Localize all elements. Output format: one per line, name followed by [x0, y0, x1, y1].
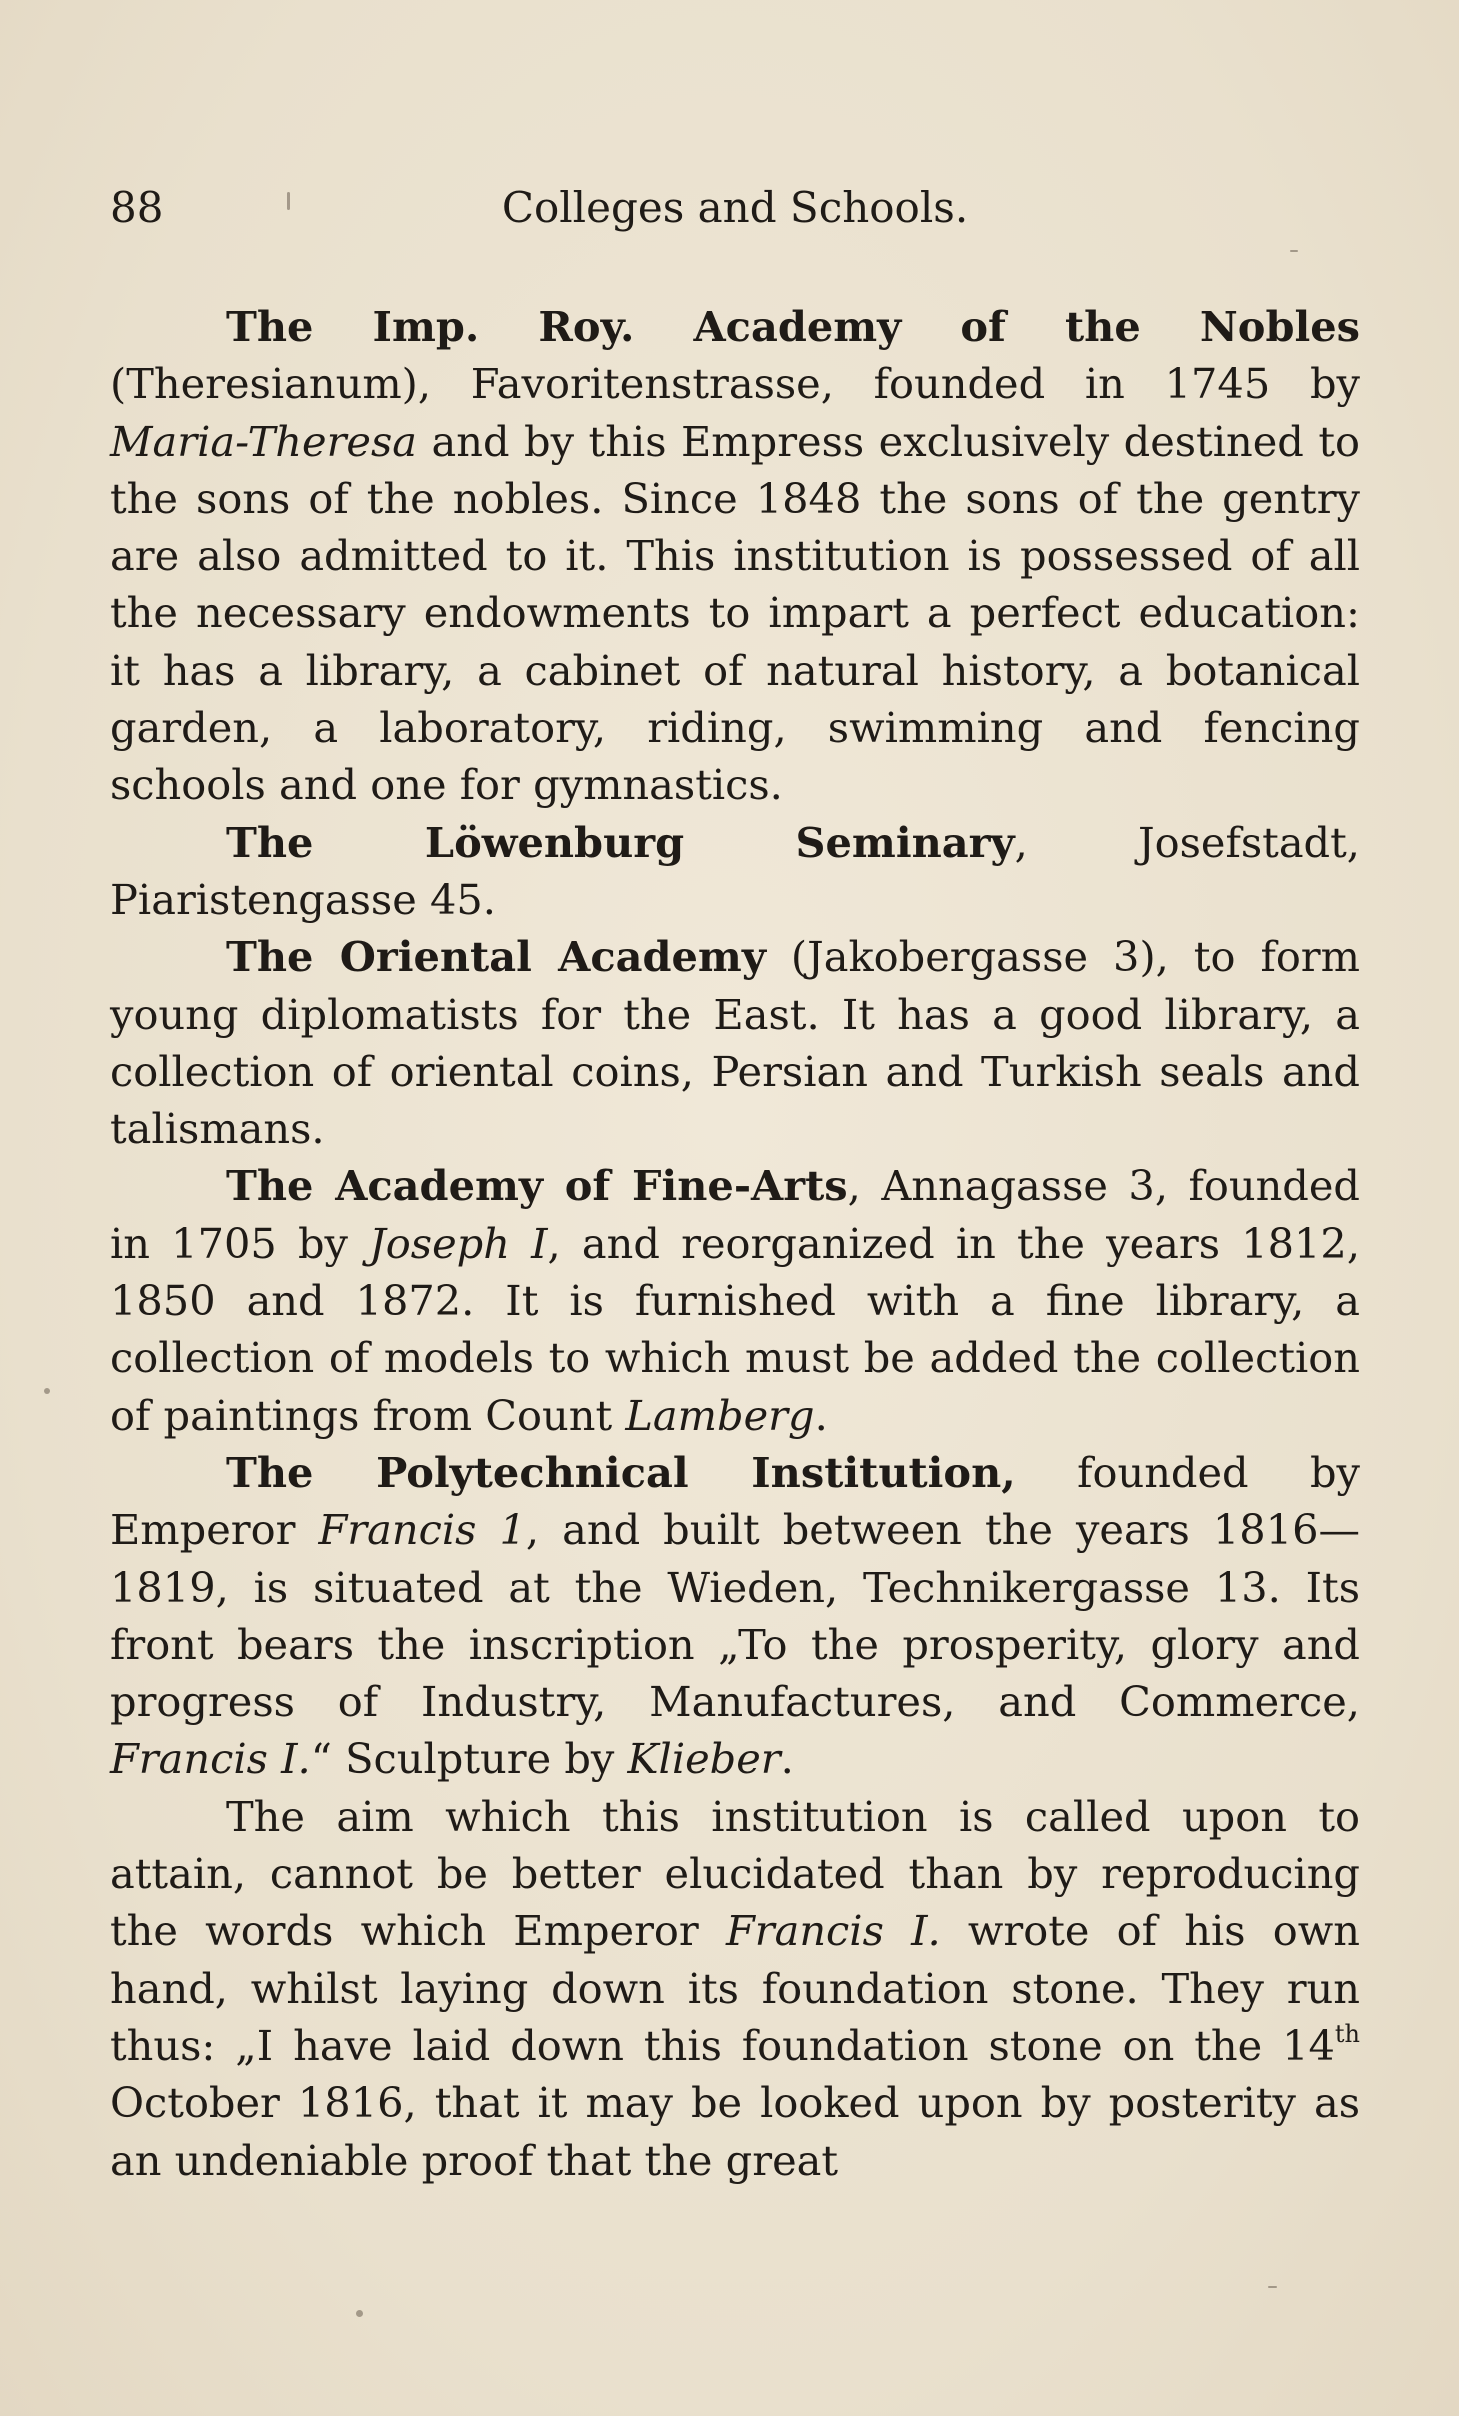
entry-title: The Löwenburg Seminary — [226, 817, 1015, 867]
entry-text: , Josefstadt, Piaristengasse 45. — [110, 817, 1360, 924]
entry-text: . — [780, 1734, 794, 1784]
entry-text: , and built between the years 1816—1819, is situated at the Wieden, Technikergasse 13. Its front bears the inscription „To the prosperity, glory and progress of Industry, Manufactures, and Commerce, — [110, 1505, 1361, 1727]
entry-lowenburg-seminary — [110, 814, 1360, 929]
running-head — [110, 178, 1360, 238]
entry-person-name: Klieber — [627, 1734, 781, 1784]
paper-speck — [287, 192, 290, 210]
entry-polytechnical-institution — [110, 1444, 1360, 1788]
paper-speck — [1268, 2286, 1277, 2288]
ordinal-superscript: th — [1334, 2019, 1360, 2048]
paper-speck — [44, 1388, 50, 1394]
entry-title: The Polytechnical Institution, — [226, 1447, 1016, 1497]
person-name: Francis I. — [725, 1906, 941, 1956]
page-number: 88 — [110, 183, 164, 232]
body-text — [110, 298, 1360, 2189]
entry-title: The Academy of Fine-Arts — [226, 1161, 848, 1211]
entry-text: , and reorganized in the years 1812, 1850 and 1872. It is furnished with a fine library, a collection of models to which must be added the collection of paintings from Count — [110, 1218, 1361, 1440]
paper-speck — [1290, 250, 1298, 252]
running-title: Colleges and Schools. — [501, 183, 969, 232]
entry-person-name: Francis 1 — [318, 1505, 526, 1555]
entry-text: founded by Emperor — [110, 1447, 1361, 1555]
entry-text: . — [814, 1390, 828, 1440]
entry-academy-fine-arts — [110, 1157, 1360, 1443]
entry-title: The Oriental Academy — [226, 932, 766, 982]
entry-text: (Theresianum), Favoritenstrasse, founded in 1745 by — [110, 359, 1360, 409]
entry-person-name: Lamberg — [625, 1390, 815, 1440]
entry-text: “ Sculpture by — [310, 1734, 628, 1784]
entry-text: , Annagasse 3, founded in 1705 by — [110, 1161, 1360, 1268]
entry-person-name: Maria-Theresa — [110, 416, 418, 466]
entry-text: and by this Empress exclusively destined to the sons of the nobles. Since 1848 the sons of the gentry are also admitted to it. This institution is possessed of all the necessary endowments to impart a perfect education: it has a library, a cabinet of natural history, a botanical garden, a laboratory, riding, swimming and fencing schools and one for gymnastics. — [110, 416, 1360, 810]
entry-person-name: Joseph I — [369, 1218, 548, 1268]
entry-text: (Jakobergasse 3), to form young diplomatists for the East. It has a good library, a collection of oriental coins, Persian and Turkish seals and talismans. — [110, 932, 1360, 1154]
entry-title: The Imp. Roy. Academy of the Nobles — [226, 302, 1360, 351]
entry-person-name: Francis I. — [110, 1734, 311, 1784]
closing-paragraph — [110, 1788, 1360, 2189]
entry-oriental-academy — [110, 928, 1360, 1157]
paragraph-text: October 1816, that it may be looked upon by posterity as an undeniable proof that the great — [110, 2078, 1360, 2185]
paragraph-text: wrote of his own hand, whilst laying down its foundation stone. They run thus: „I have laid down this foundation stone on the 14 — [110, 1906, 1360, 2070]
paper-speck — [356, 2310, 363, 2317]
paragraph-text: The aim which this institution is called upon to attain, cannot be better elucidated than by reproducing the words which Emperor — [110, 1791, 1360, 1956]
entry-theresianum — [110, 298, 1360, 814]
